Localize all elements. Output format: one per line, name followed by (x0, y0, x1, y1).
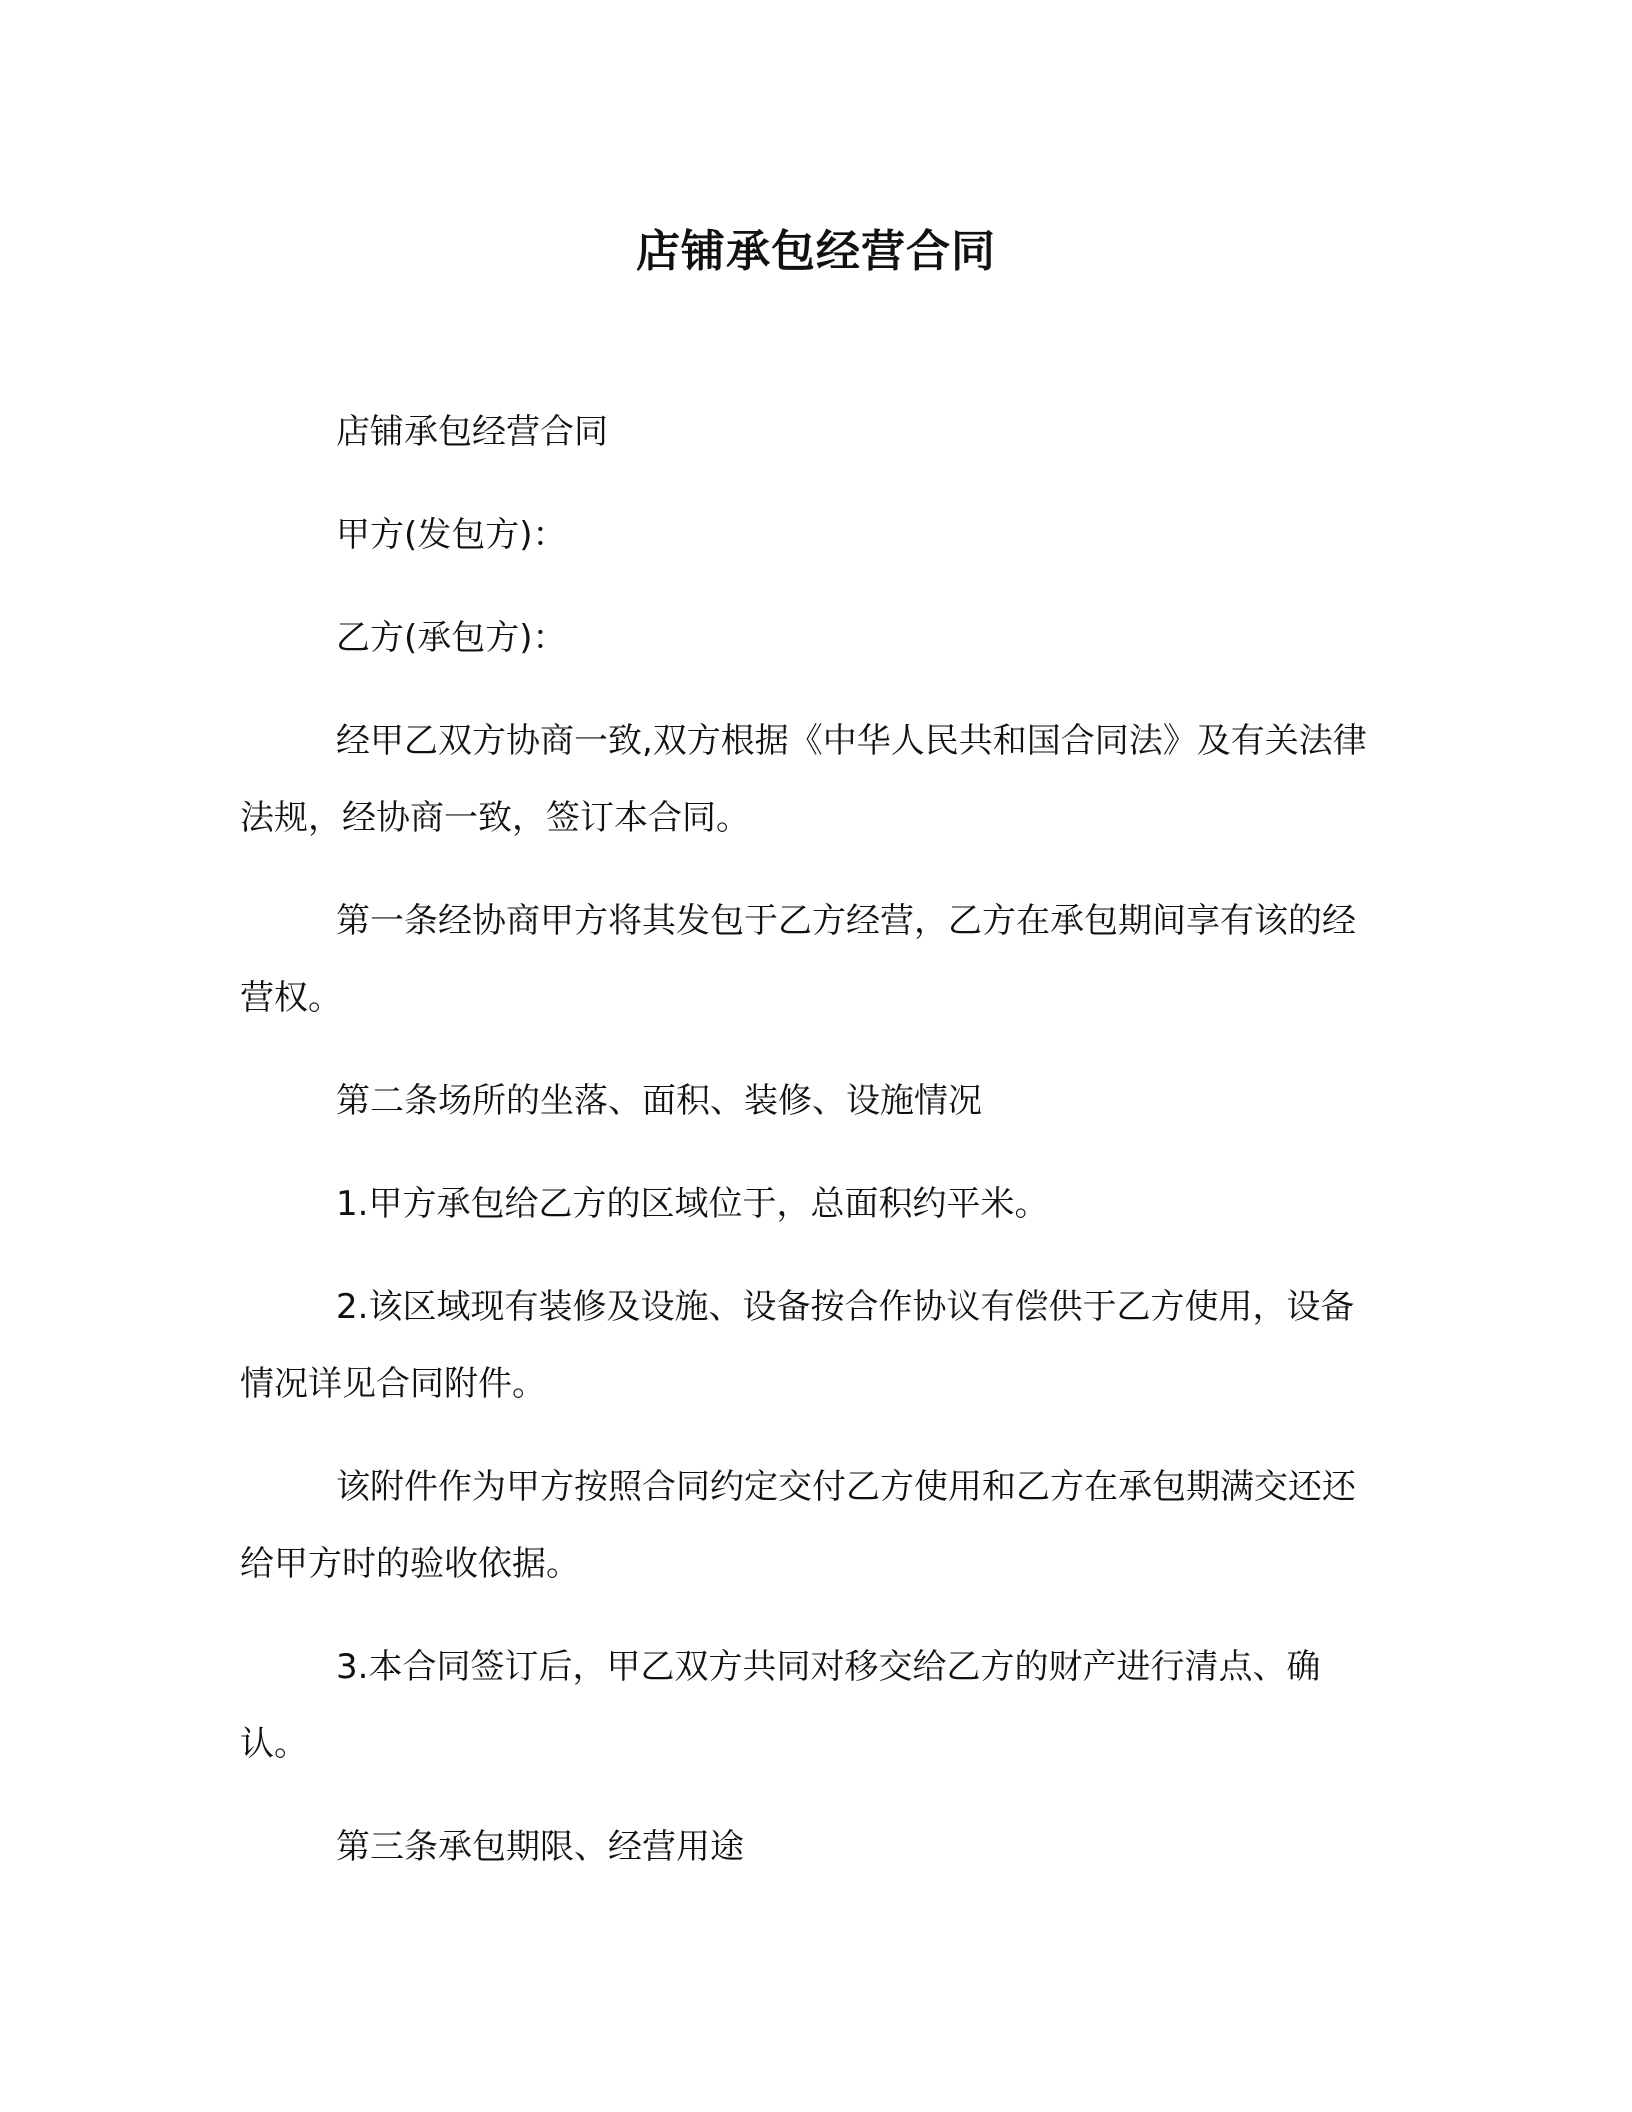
document-title: 店铺承包经营合同 (636, 226, 996, 277)
paragraph-attachment-note: 该附件作为甲方按照合同约定交付乙方使用和乙方在承包期满交还还给甲方时的验收依据。 (240, 1467, 1356, 1584)
paragraph-article-1: 第一条经协商甲方将其发包于乙方经营，乙方在承包期间享有该的经营权。 (240, 901, 1356, 1018)
paragraph-article-2-heading: 第二条场所的坐落、面积、装修、设施情况 (336, 1081, 982, 1121)
paragraph-party-b: 乙方(承包方)： (336, 618, 567, 658)
document-body (240, 394, 1380, 1912)
paragraph-article-2-item-3: 3.本合同签订后，甲乙双方共同对移交给乙方的财产进行清点、确认。 (240, 1647, 1321, 1764)
paragraph-preamble: 经甲乙双方协商一致,双方根据《中华人民共和国合同法》及有关法律法规，经协商一致，签订本合同。 (240, 721, 1367, 838)
paragraph-heading: 店铺承包经营合同 (336, 412, 608, 452)
paragraph-article-3-heading: 第三条承包期限、经营用途 (336, 1827, 744, 1867)
paragraph-party-a: 甲方(发包方)： (336, 515, 567, 555)
paragraph-article-2-item-2: 2.该区域现有装修及设施、设备按合作协议有偿供于乙方使用，设备情况详见合同附件。 (240, 1287, 1355, 1404)
paragraph-article-2-item-1: 1.甲方承包给乙方的区域位于，总面积约平米。 (336, 1184, 1049, 1224)
